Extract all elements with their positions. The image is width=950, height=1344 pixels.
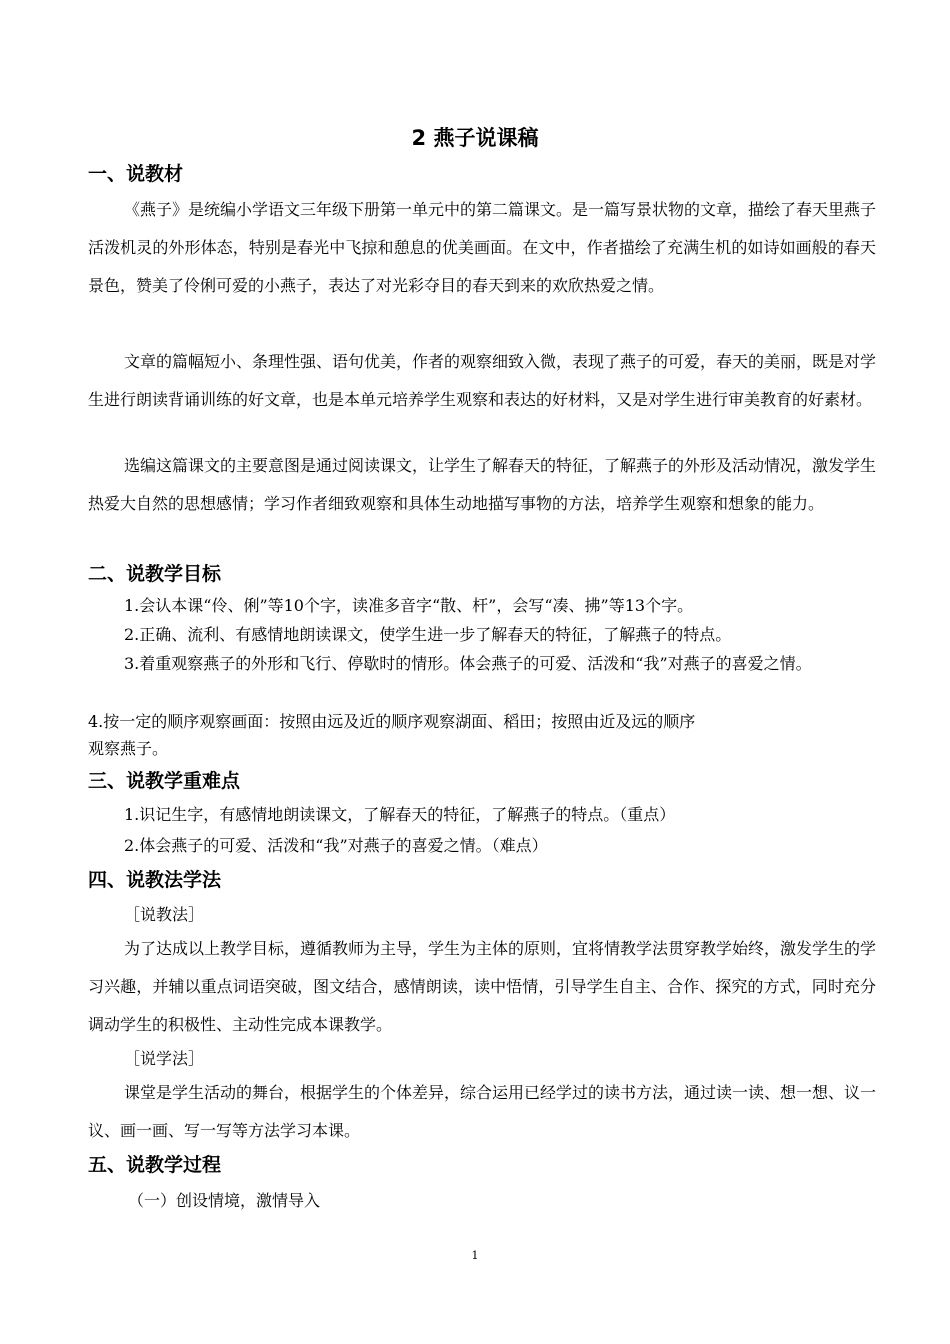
section-heading-teaching-methods: 四、说教法学法 — [88, 869, 222, 891]
paragraph: 《燕子》是统编小学语文三年级下册第一单元中的第二篇课文。是一篇写景状物的文章，描绘了春天里燕子活泼机灵的外形体态，特别是春光中飞掠和憩息的优美画面。在文中，作者描绘了充满生机的如诗如画般的春天景色，赞美了伶俐可爱的小燕子，表达了对光彩夺目的春天到来的欢欣热爱之情。 — [88, 200, 877, 295]
goal-item: 4.按一定的顺序观察画面：按照由远及近的顺序观察湖面、稻田；按照由近及远的顺序 — [88, 712, 696, 731]
goal-item-continuation: 观察燕子。 — [88, 739, 169, 758]
subsection-label-teaching-method: ［说教法］ — [124, 905, 205, 924]
process-step: （一）创设情境，激情导入 — [128, 1191, 321, 1210]
section-heading-teaching-material: 一、说教材 — [88, 163, 184, 185]
page-number: 1 — [471, 1249, 479, 1262]
goal-item: 3.着重观察燕子的外形和飞行、停歇时的情形。体会燕子的可爱、活泼和“我”对燕子的喜爱之情。 — [124, 654, 812, 673]
goal-item: 2.正确、流利、有感情地朗读课文，使学生进一步了解春天的特征，了解燕子的特点。 — [124, 625, 732, 644]
key-point-item: 2.体会燕子的可爱、活泼和“我”对燕子的喜爱之情。（难点） — [124, 836, 548, 855]
paragraph: 文章的篇幅短小、条理性强、语句优美，作者的观察细致入微，表现了燕子的可爱，春天的美丽，既是对学生进行朗读背诵训练的好文章，也是本单元培养学生观察和表达的好材料，又是对学生进行审美教育的好素材。 — [88, 352, 877, 409]
goal-item: 1.会认本课“伶、俐”等10个字，读准多音字“散、杆”，会写“凑、拂”等13个字。 — [124, 596, 694, 615]
section-heading-key-points: 三、说教学重难点 — [88, 770, 241, 792]
subsection-label-learning-method: ［说学法］ — [124, 1049, 205, 1068]
paragraph: 课堂是学生活动的舞台，根据学生的个体差异，综合运用已经学过的读书方法，通过读一读、想一想、议一议、画一画、写一写等方法学习本课。 — [88, 1083, 877, 1140]
section-heading-teaching-process: 五、说教学过程 — [88, 1154, 222, 1176]
paragraph: 选编这篇课文的主要意图是通过阅读课文，让学生了解春天的特征，了解燕子的外形及活动情况，激发学生热爱大自然的思想感情；学习作者细致观察和具体生动地描写事物的方法，培养学生观察和想象的能力。 — [88, 456, 877, 513]
paragraph: 为了达成以上教学目标，遵循教师为主导，学生为主体的原则，宜将情教学法贯穿教学始终，激发学生的学习兴趣，并辅以重点词语突破，图文结合，感情朗读，读中悟情，引导学生自主、合作、探究的方式，同时充分调动学生的积极性、主动性完成本课教学。 — [88, 939, 877, 1034]
section-heading-teaching-goals: 二、说教学目标 — [88, 563, 222, 585]
key-point-item: 1.识记生字，有感情地朗读课文，了解春天的特征，了解燕子的特点。（重点） — [124, 805, 676, 824]
document-title: 2 燕子说课稿 — [411, 126, 539, 150]
